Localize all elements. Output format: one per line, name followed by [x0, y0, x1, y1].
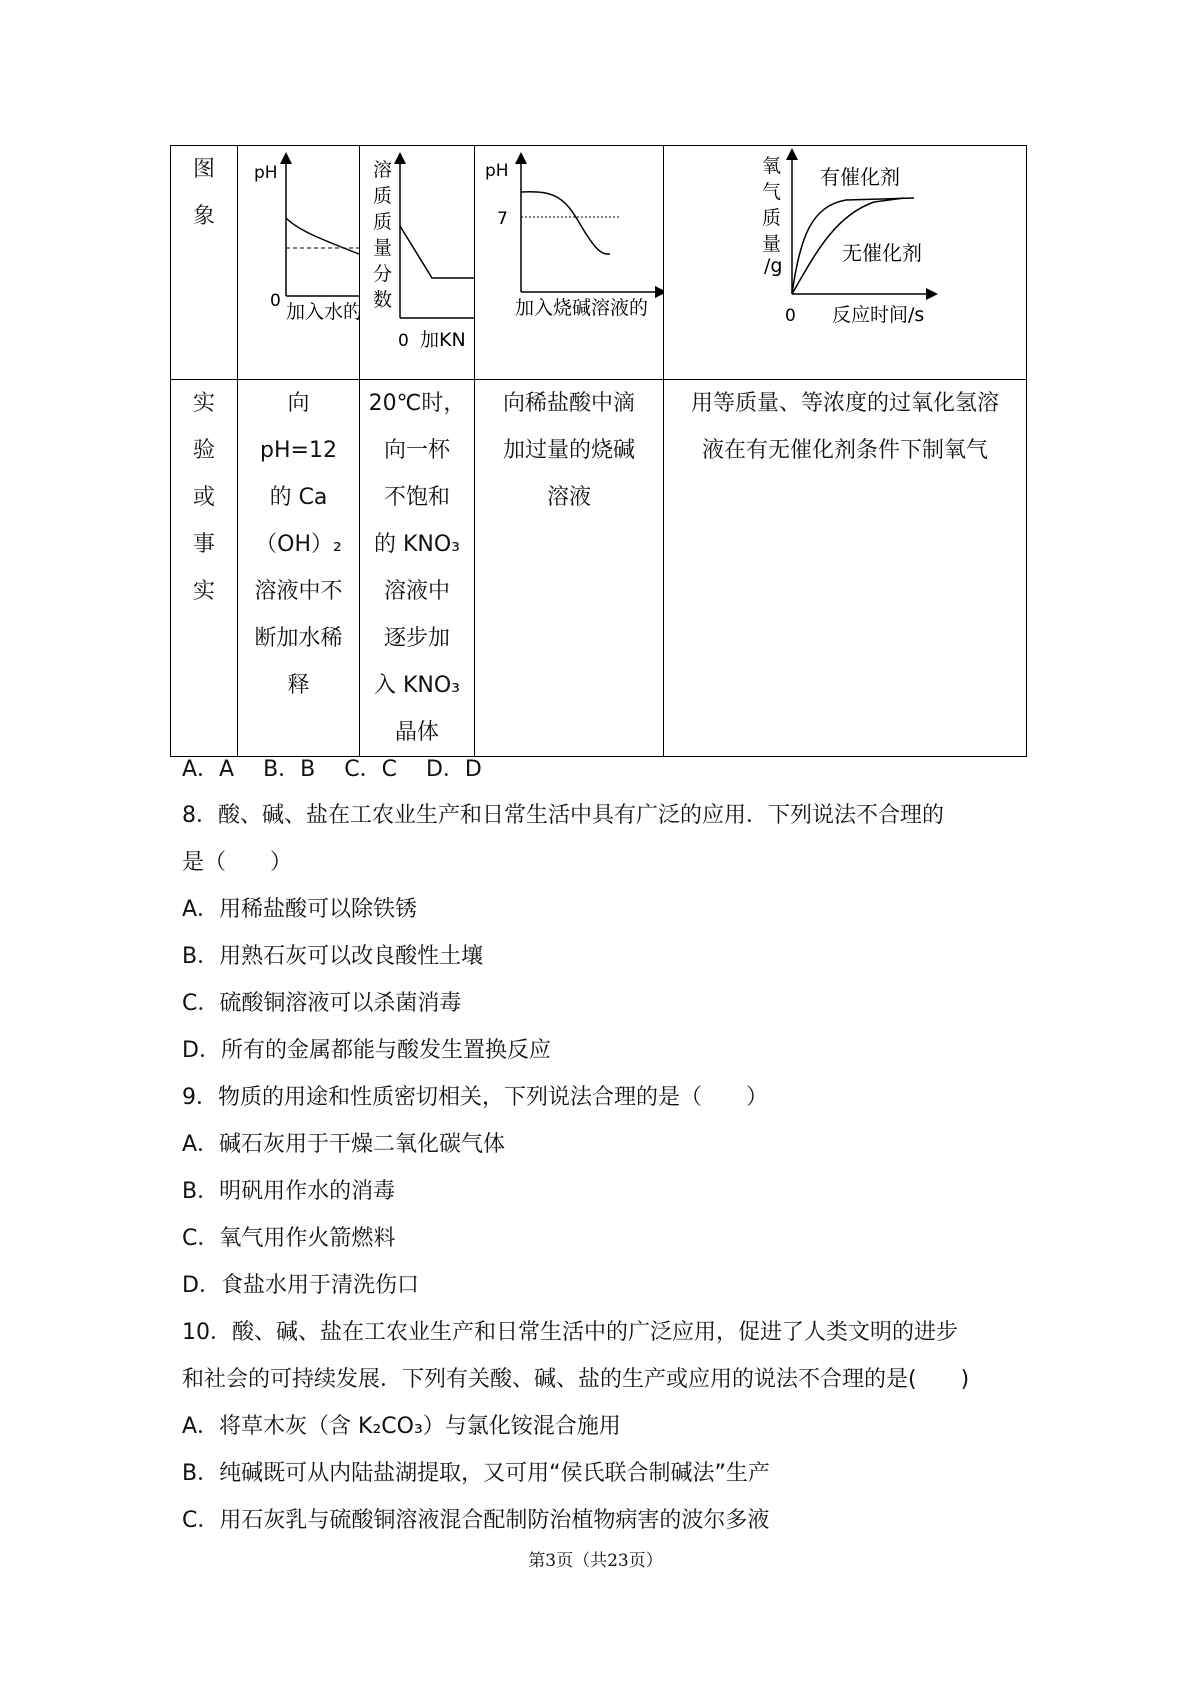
- graph-cell-3: [475, 146, 664, 380]
- q9-option-a: A．碱石灰用于干燥二氧化碳气体: [182, 1132, 506, 1157]
- q8-option-b: B．用熟石灰可以改良酸性土壤: [182, 944, 484, 969]
- fact-3-line: 溶液: [546, 485, 591, 510]
- fact-4-line: 用等质量、等浓度的过氧化氢溶: [690, 391, 999, 416]
- page-footer: 第3页（共23页）: [528, 1551, 663, 1571]
- question-table: [170, 145, 1027, 757]
- question-10-text-cont: 和社会的可持续发展．下列有关酸、碱、盐的生产或应用的说法不合理的是( ): [182, 1367, 970, 1392]
- q9-option-d: D．食盐水用于清洗伤口: [182, 1273, 419, 1298]
- fact-1-line: 溶液中不: [254, 579, 343, 604]
- fact-3-line: 向稀盐酸中滴: [502, 391, 635, 416]
- fact-2-line: 入 KNO₃: [373, 673, 460, 698]
- graph-1: [238, 146, 359, 362]
- row-head-char: 图: [192, 157, 215, 182]
- graph-3-tick: 7: [497, 209, 508, 229]
- q8-option-d: D．所有的金属都能与酸发生置换反应: [182, 1038, 551, 1063]
- fact-cell-2: [360, 380, 475, 757]
- question-8-text: 8．酸、碱、盐在工农业生产和日常生活中具有广泛的应用．下列说法不合理的: [182, 803, 944, 828]
- q8-option-a: A．用稀盐酸可以除铁锈: [182, 897, 418, 922]
- fact-2-line: 晶体: [394, 720, 439, 745]
- q10-option-b: B．纯碱既可从内陆盐湖提取，又可用“侯氏联合制碱法”生产: [182, 1461, 770, 1486]
- row-head-char: 或: [192, 485, 215, 510]
- options-q7: A．A B．B C．C D．D: [182, 757, 482, 782]
- fact-1-line: （OH）₂: [255, 532, 342, 557]
- fact-1-line: 断加水稀: [254, 626, 343, 651]
- graph-3-xlabel: 加入烧碱溶液的: [515, 297, 649, 319]
- fact-3-line: 加过量的烧碱: [502, 438, 635, 463]
- graph-cell-4: [664, 146, 1027, 380]
- graph-2: [360, 146, 474, 362]
- q10-option-a: A．将草木灰（含 K₂CO₃）与氯化铵混合施用: [182, 1414, 621, 1439]
- row-head-char: 验: [192, 438, 215, 463]
- graph-cell-1: [238, 146, 360, 380]
- row-head-fact: [171, 380, 238, 757]
- fact-4-line: 液在有无催化剂条件下制氧气: [701, 438, 988, 463]
- fact-2-line: 溶液中: [383, 579, 450, 604]
- fact-1-line: 的 Ca: [269, 485, 328, 510]
- graph-3: [475, 146, 663, 362]
- q8-option-c: C．硫酸铜溶液可以杀菌消毒: [182, 991, 462, 1016]
- row-head-graph: [171, 146, 238, 380]
- q9-option-c: C．氧气用作火箭燃料: [182, 1226, 396, 1251]
- graph-2-ylabel: 溶质质量分数: [373, 159, 393, 311]
- row-head-char: 事: [192, 532, 215, 557]
- graph-2-xlabel: 加KN: [420, 329, 466, 351]
- graph-4-xlabel: 反应时间/s: [832, 304, 925, 326]
- graph-3-ylabel: pH: [485, 161, 509, 181]
- fact-2-line: 的 KNO₃: [373, 532, 460, 557]
- fact-cell-1: [238, 380, 360, 757]
- question-8-text-cont: 是（ ）: [182, 850, 293, 875]
- graph-4-series-top: 有催化剂: [820, 165, 900, 189]
- q10-option-c: C．用石灰乳与硫酸铜溶液混合配制防治植物病害的波尔多液: [182, 1508, 770, 1533]
- q9-option-b: B．明矾用作水的消毒: [182, 1179, 396, 1204]
- question-9-text: 9．物质的用途和性质密切相关，下列说法合理的是（ ）: [182, 1085, 768, 1110]
- fact-cell-4: [664, 380, 1027, 757]
- fact-1-line: 释: [287, 673, 310, 698]
- graph-4-ylabel: 氧气质量/g: [762, 155, 783, 277]
- graph-2-origin: 0: [398, 331, 409, 351]
- row-head-char: 实: [192, 579, 215, 604]
- graph-1-ylabel: pH: [254, 163, 278, 183]
- fact-1-line: 向 pH=12: [260, 391, 337, 463]
- graph-cell-2: [360, 146, 475, 380]
- fact-2-line: 20℃时，: [368, 391, 466, 416]
- graph-1-origin: 0: [270, 291, 281, 311]
- graph-1-xlabel: 加入水的: [286, 301, 359, 323]
- graph-4-origin: 0: [785, 306, 796, 326]
- fact-2-line: 逐步加: [383, 626, 450, 651]
- fact-2-line: 向一杯: [383, 438, 450, 463]
- fact-cell-3: [475, 380, 664, 757]
- graph-4-series-bottom: 无催化剂: [842, 241, 922, 265]
- question-10-text: 10．酸、碱、盐在工农业生产和日常生活中的广泛应用，促进了人类文明的进步: [182, 1320, 958, 1345]
- fact-2-line: 不饱和: [383, 485, 450, 510]
- row-head-char: 象: [192, 204, 215, 229]
- row-head-char: 实: [192, 391, 215, 416]
- graph-4: [664, 146, 1026, 362]
